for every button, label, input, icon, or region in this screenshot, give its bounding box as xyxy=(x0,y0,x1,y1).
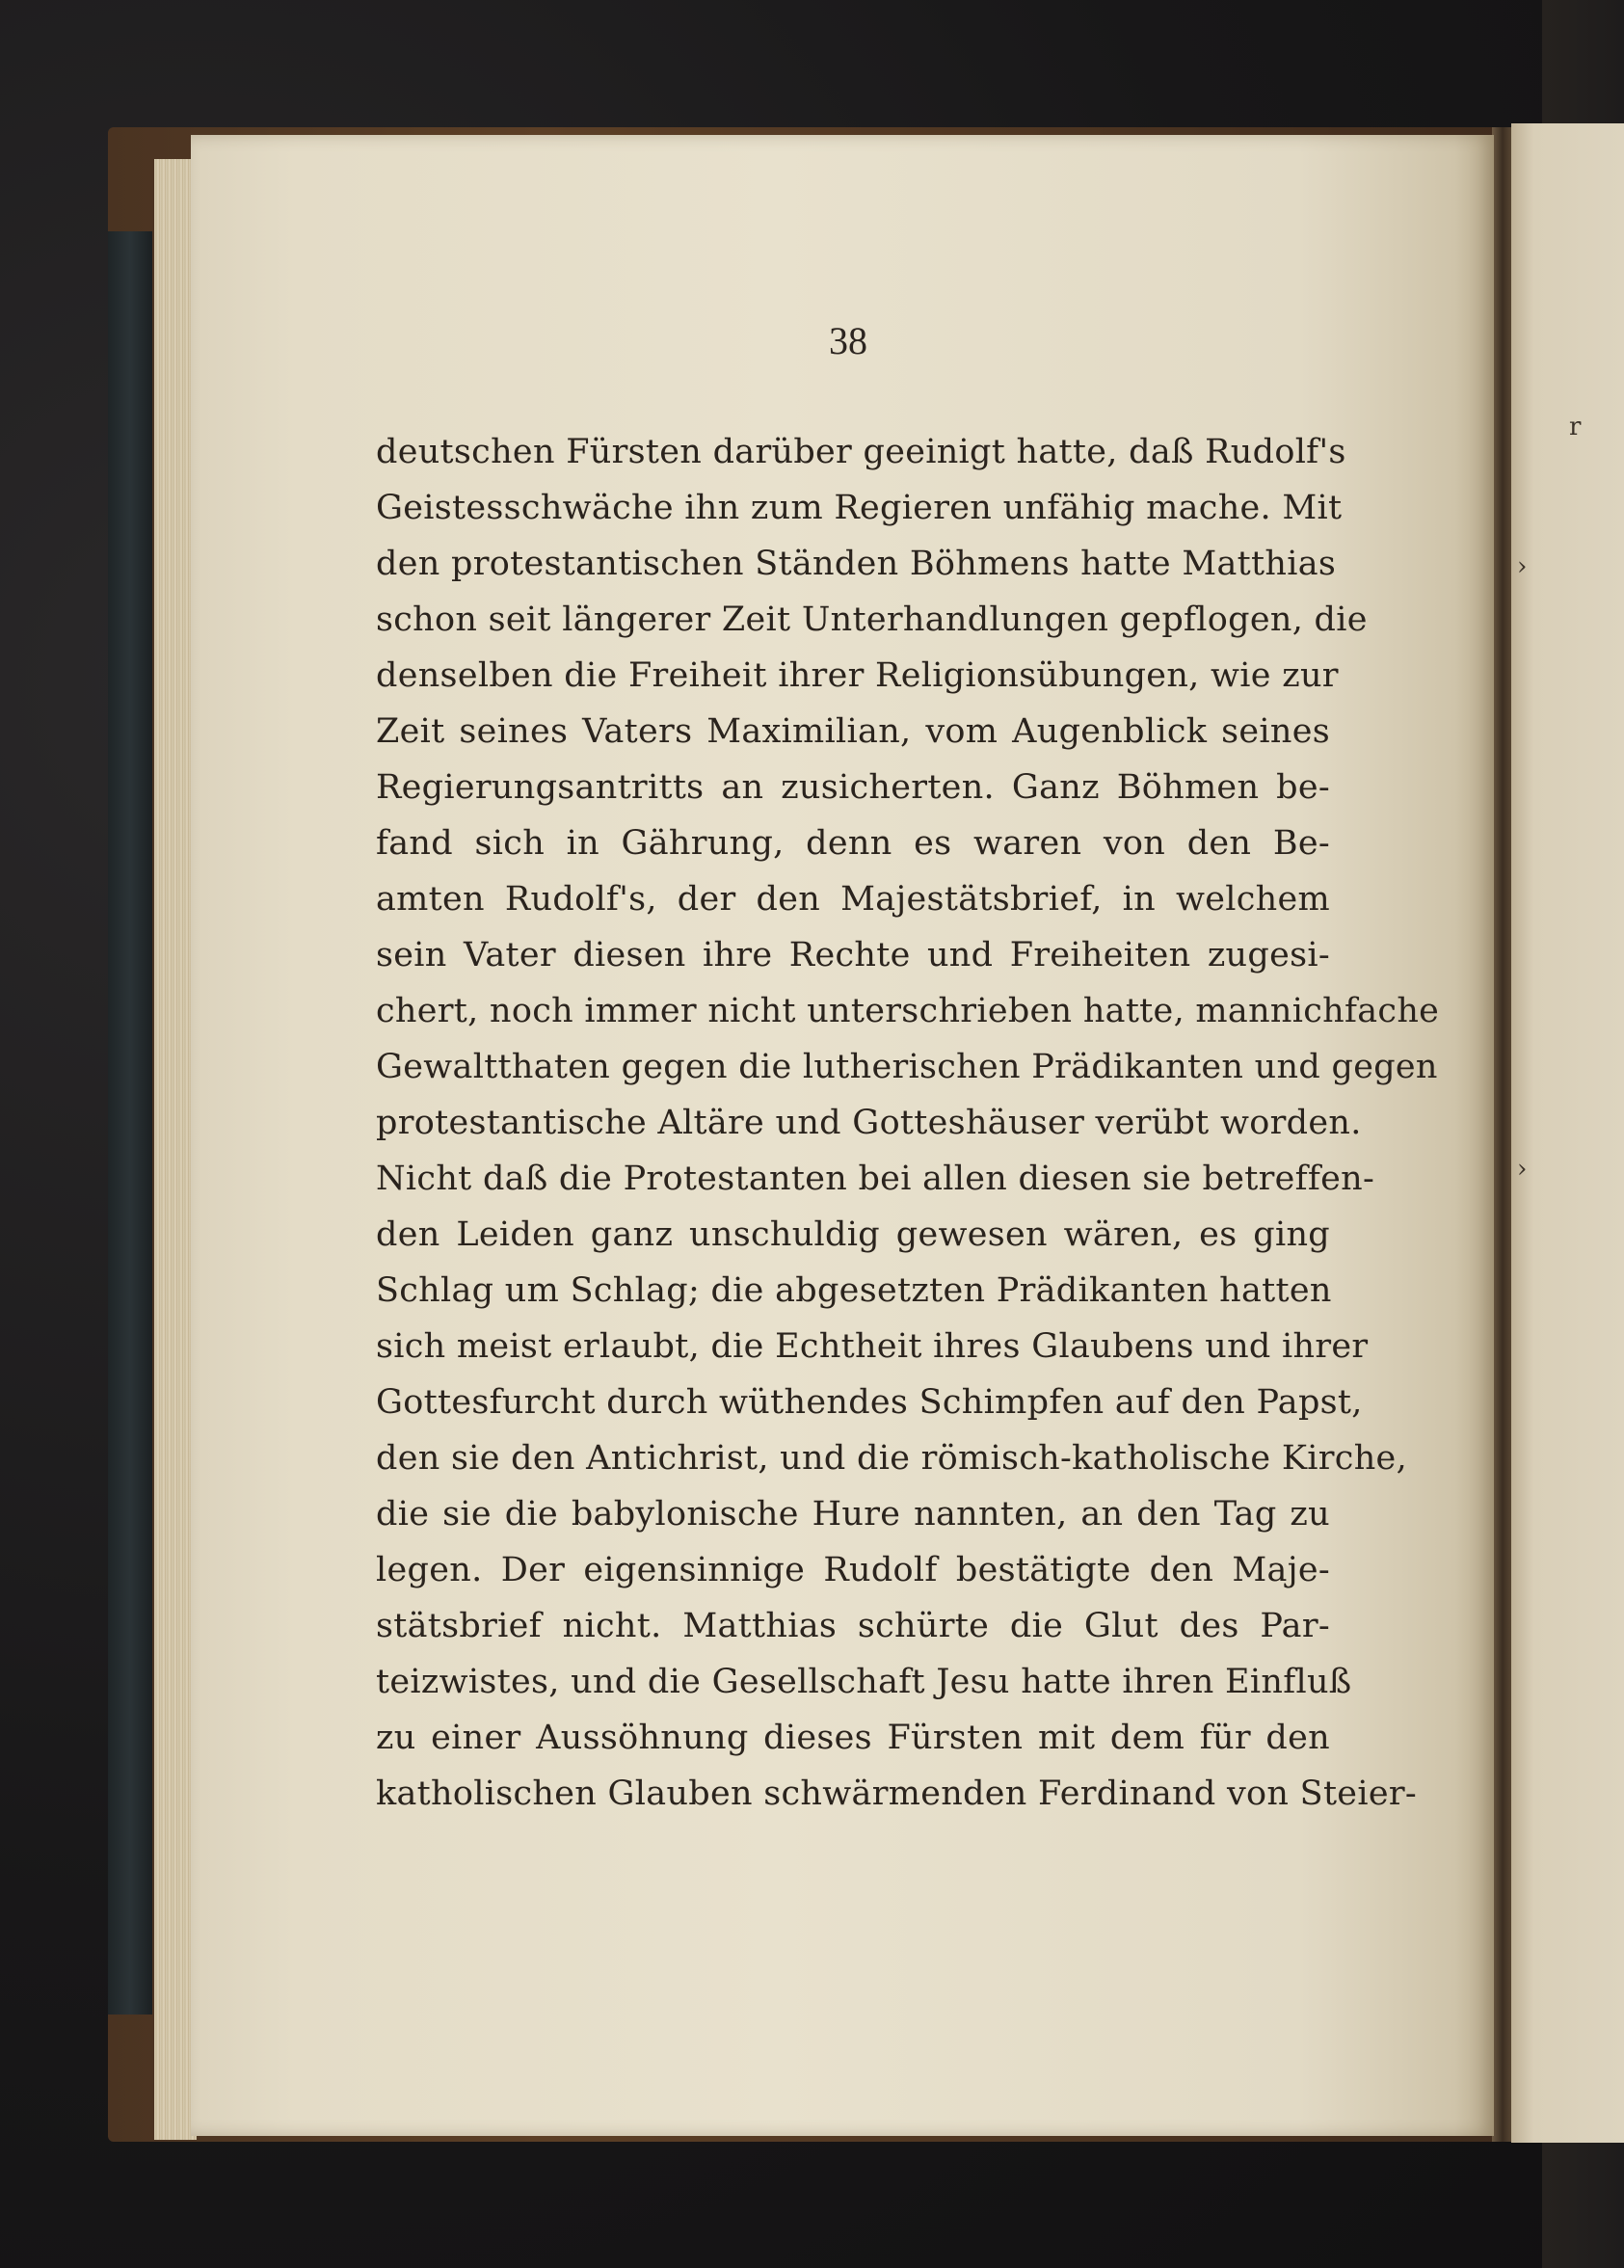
book-gutter xyxy=(1492,127,1513,2142)
facing-page-mark: r xyxy=(1569,413,1582,441)
facing-page-mark: › xyxy=(1517,1155,1528,1184)
text-line: fand sich in Gährung, denn es waren von den Be- xyxy=(376,824,1330,863)
text-line: teizwistes, und die Gesellschaft Jesu hatte ihren Einfluß xyxy=(376,1663,1352,1701)
text-line: chert, noch immer nicht unterschrieben hatte, mannichfache xyxy=(376,992,1440,1030)
book-cover-edge xyxy=(108,231,152,2015)
text-line: Nicht daß die Protestanten bei allen diesen sie betreffen- xyxy=(376,1160,1375,1198)
text-line: amten Rudolf's, der den Majestätsbrief, in welchem xyxy=(376,880,1330,919)
text-line: Schlag um Schlag; die abgesetzten Prädikanten hatten xyxy=(376,1271,1332,1310)
text-line: stätsbrief nicht. Matthias schürte die Glut des Par- xyxy=(376,1607,1330,1645)
text-line: den protestantischen Ständen Böhmens hatte Matthias xyxy=(376,545,1337,583)
text-line: Zeit seines Vaters Maximilian, vom Augenblick seines xyxy=(376,712,1330,751)
text-line: deutschen Fürsten darüber geeinigt hatte, daß Rudolf's xyxy=(376,433,1346,471)
text-line: legen. Der eigensinnige Rudolf bestätigte den Maje- xyxy=(376,1551,1330,1589)
text-line: denselben die Freiheit ihrer Religionsübungen, wie zur xyxy=(376,656,1339,695)
text-line: den sie den Antichrist, und die römisch-katholische Kirche, xyxy=(376,1439,1407,1478)
text-line: die sie die babylonische Hure nannten, an den Tag zu xyxy=(376,1495,1330,1534)
text-line: protestantische Altäre und Gotteshäuser verübt worden. xyxy=(376,1104,1362,1142)
text-line: Gewaltthaten gegen die lutherischen Prädikanten und gegen xyxy=(376,1048,1438,1086)
page-text xyxy=(376,424,1440,1822)
text-line: den Leiden ganz unschuldig gewesen wären, es ging xyxy=(376,1215,1330,1254)
text-line: sein Vater diesen ihre Rechte und Freiheiten zugesi- xyxy=(376,936,1330,974)
text-line: schon seit längerer Zeit Unterhandlungen gepflogen, die xyxy=(376,600,1368,639)
text-line: Gottesfurcht durch wüthendes Schimpfen auf den Papst, xyxy=(376,1383,1363,1422)
facing-page xyxy=(1511,123,1624,2143)
page-number: 38 xyxy=(829,319,867,362)
text-line: Geistesschwäche ihn zum Regieren unfähig mache. Mit xyxy=(376,489,1343,527)
text-line: Regierungsantritts an zusicherten. Ganz Böhmen be- xyxy=(376,768,1330,807)
facing-page-mark: › xyxy=(1517,552,1528,581)
text-line: zu einer Aussöhnung dieses Fürsten mit dem für den xyxy=(376,1719,1330,1757)
text-line: sich meist erlaubt, die Echtheit ihres Glaubens und ihrer xyxy=(376,1327,1369,1366)
text-line: katholischen Glauben schwärmenden Ferdinand von Steier- xyxy=(376,1774,1417,1813)
